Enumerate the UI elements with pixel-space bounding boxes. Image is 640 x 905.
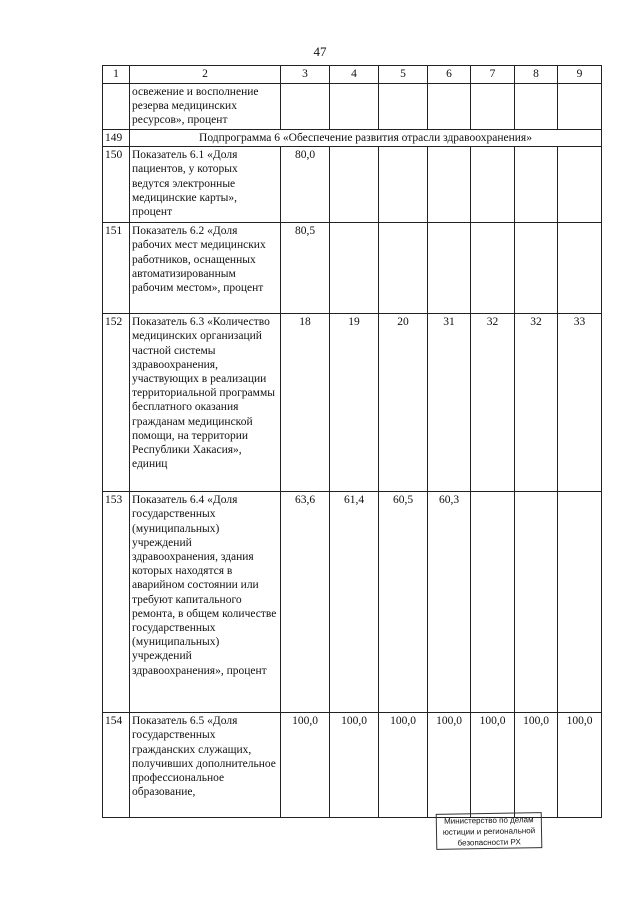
value-cell bbox=[515, 147, 558, 223]
value-cell bbox=[471, 223, 515, 314]
value-cell: 80,0 bbox=[281, 147, 330, 223]
value-cell bbox=[428, 147, 471, 223]
header-cell: 1 bbox=[103, 66, 130, 84]
value-cell bbox=[558, 84, 602, 130]
header-row bbox=[103, 66, 602, 84]
value-cell bbox=[558, 492, 602, 713]
table-row bbox=[103, 713, 602, 818]
value-cell bbox=[330, 147, 379, 223]
value-cell bbox=[281, 84, 330, 130]
value-cell bbox=[379, 84, 428, 130]
row-number: 154 bbox=[103, 713, 130, 818]
value-cell bbox=[471, 147, 515, 223]
value-cell: 32 bbox=[471, 314, 515, 492]
header-cell: 8 bbox=[515, 66, 558, 84]
value-cell bbox=[515, 223, 558, 314]
table-row bbox=[103, 84, 602, 130]
header-cell: 5 bbox=[379, 66, 428, 84]
value-cell bbox=[471, 492, 515, 713]
row-number: 151 bbox=[103, 223, 130, 314]
row-number: 149 bbox=[103, 130, 130, 147]
registration-stamp bbox=[436, 812, 543, 850]
row-number: 152 bbox=[103, 314, 130, 492]
row-number: 153 bbox=[103, 492, 130, 713]
table-row bbox=[103, 223, 602, 314]
value-cell: 100,0 bbox=[379, 713, 428, 818]
value-cell bbox=[428, 84, 471, 130]
value-cell: 32 bbox=[515, 314, 558, 492]
row-text: Показатель 6.3 «Количество медицинских организаций частной системы здравоохранения, участвующих в реализации территориальной программы бесплатного оказания гражданам медицинской помощи, на территории Республики Хакасия», единиц bbox=[130, 314, 281, 492]
value-cell bbox=[515, 492, 558, 713]
header-cell: 9 bbox=[558, 66, 602, 84]
value-cell bbox=[558, 223, 602, 314]
row-number bbox=[103, 84, 130, 130]
page-number: 47 bbox=[313, 44, 327, 59]
value-cell bbox=[471, 84, 515, 130]
row-text: Показатель 6.2 «Доля рабочих мест медицинских работников, оснащенных автоматизированным рабочим местом», процент bbox=[130, 223, 281, 314]
table-row bbox=[103, 147, 602, 223]
header-cell: 3 bbox=[281, 66, 330, 84]
value-cell: 61,4 bbox=[330, 492, 379, 713]
indicators-table bbox=[102, 65, 602, 818]
value-cell: 60,5 bbox=[379, 492, 428, 713]
value-cell bbox=[379, 147, 428, 223]
table-row bbox=[103, 492, 602, 713]
value-cell bbox=[558, 147, 602, 223]
header-cell: 4 bbox=[330, 66, 379, 84]
value-cell: 31 bbox=[428, 314, 471, 492]
value-cell bbox=[515, 84, 558, 130]
header-cell: 6 bbox=[428, 66, 471, 84]
stamp-line: безопасности РХ bbox=[457, 837, 521, 848]
value-cell: 80,5 bbox=[281, 223, 330, 314]
value-cell: 100,0 bbox=[471, 713, 515, 818]
row-text: Показатель 6.1 «Доля пациентов, у которых ведутся электронные медицинские карты», процент bbox=[130, 147, 281, 223]
value-cell bbox=[330, 84, 379, 130]
value-cell: 63,6 bbox=[281, 492, 330, 713]
value-cell: 100,0 bbox=[281, 713, 330, 818]
row-number: 150 bbox=[103, 147, 130, 223]
stamp-line: юстиции и региональной bbox=[442, 826, 536, 837]
value-cell: 20 bbox=[379, 314, 428, 492]
value-cell: 100,0 bbox=[515, 713, 558, 818]
value-cell bbox=[330, 223, 379, 314]
value-cell: 33 bbox=[558, 314, 602, 492]
header-cell: 2 bbox=[130, 66, 281, 84]
row-text: освежение и восполнение резерва медицинских ресурсов», процент bbox=[130, 84, 281, 130]
row-text: Показатель 6.5 «Доля государственных гражданских служащих, получивших дополнительное профессиональное образование, bbox=[130, 713, 281, 818]
value-cell: 100,0 bbox=[558, 713, 602, 818]
table-row bbox=[103, 314, 602, 492]
header-cell: 7 bbox=[471, 66, 515, 84]
value-cell: 100,0 bbox=[428, 713, 471, 818]
row-text: Показатель 6.4 «Доля государственных (муниципальных) учреждений здравоохранения, здания которых находятся в аварийном состоянии или требуют капитального ремонта, в общем количестве государственных (муниципальных) учреждений здравоохранения», процент bbox=[130, 492, 281, 713]
value-cell bbox=[428, 223, 471, 314]
subprogram-row bbox=[103, 130, 602, 147]
value-cell: 19 bbox=[330, 314, 379, 492]
value-cell: 60,3 bbox=[428, 492, 471, 713]
value-cell: 100,0 bbox=[330, 713, 379, 818]
value-cell bbox=[379, 223, 428, 314]
stamp-line: Министерство по делам bbox=[444, 815, 534, 826]
subprogram-title: Подпрограмма 6 «Обеспечение развития отрасли здравоохранения» bbox=[130, 130, 602, 147]
value-cell: 18 bbox=[281, 314, 330, 492]
